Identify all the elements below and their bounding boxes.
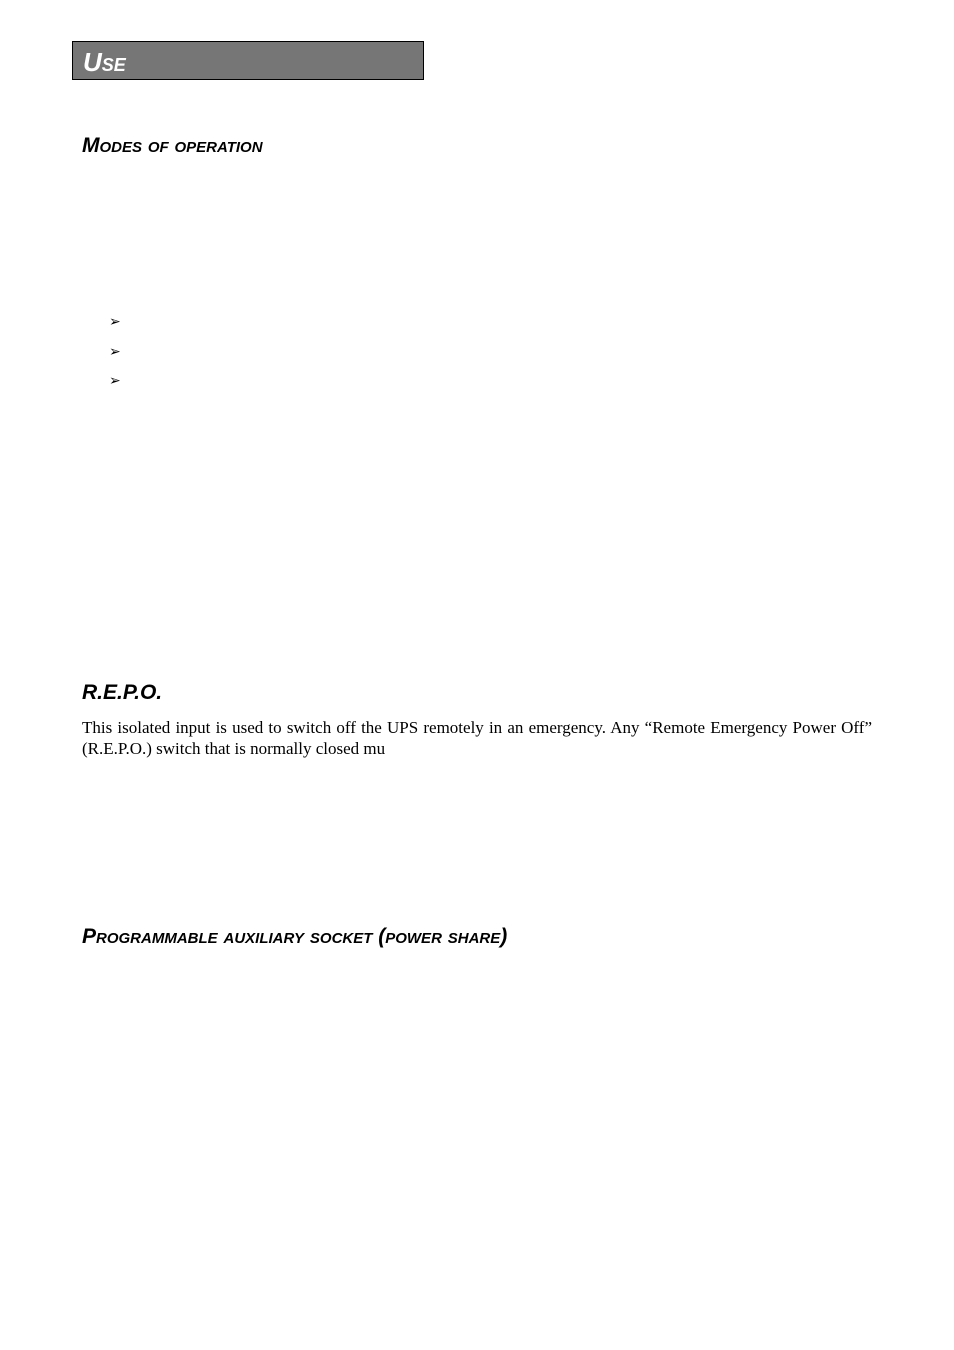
list-item [109, 342, 121, 372]
list-item [109, 371, 121, 401]
list-item [109, 312, 121, 342]
heading-modes-of-operation: Modes of operation [82, 134, 263, 157]
heading-repo: R.E.P.O. [82, 681, 163, 704]
bullet-list [109, 312, 121, 401]
repo-paragraph: This isolated input is used to switch off the UPS remotely in an emergency. Any “Remote Emergency Power Off” (R.E.P.O.) switch that is normally closed mu [82, 718, 872, 758]
heading-programmable-auxiliary-socket: Programmable auxiliary socket (power share) [82, 925, 508, 948]
section-title: Use [83, 47, 126, 77]
arrowhead-bullet-icon: ➢ [109, 314, 121, 330]
section-banner [72, 41, 424, 80]
arrowhead-bullet-icon: ➢ [109, 343, 121, 360]
arrowhead-bullet-icon: ➢ [109, 373, 121, 389]
